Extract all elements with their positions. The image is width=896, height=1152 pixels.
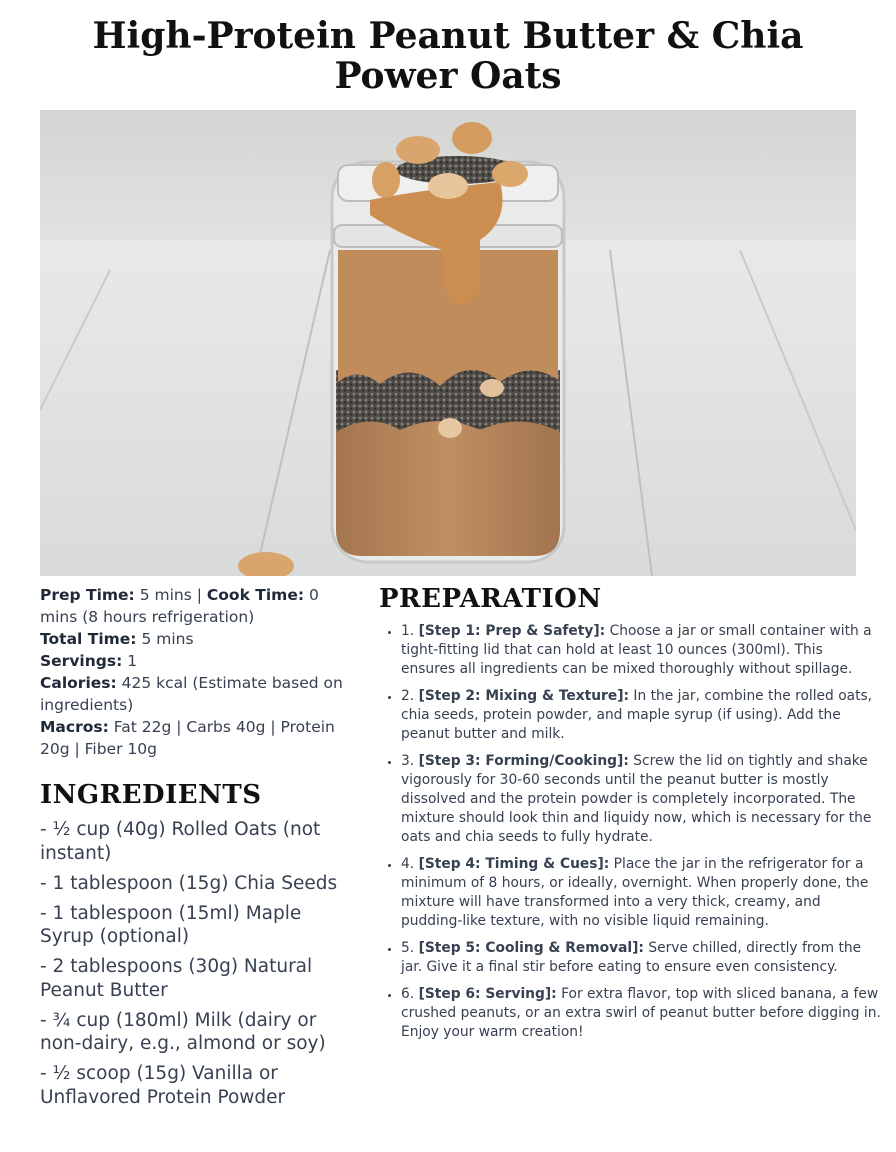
servings-value: 1 [127,652,138,670]
step-text: Choose a jar or small container with a tight-fitting lid that can hold at least 10 ounces (300ml). This ensures all ingredients can be mixed thoroughly without spillage. [401,623,872,677]
step-label: [Step 3: Forming/Cooking]: [418,753,629,769]
prep-time-label: Prep Time: [40,586,135,604]
step-item [401,687,881,744]
step-text: Screw the lid on tightly and shake vigorously for 30-60 seconds until the peanut butter is mostly dissolved and the protein powder is completely incorporated. The mixture should look thin and liquidy now, which is necessary for the oats and chia seeds to fully hydrate. [401,753,872,845]
ingredients-list [40,818,360,1116]
step-label: [Step 1: Prep & Safety]: [418,623,606,639]
step-number: 1. [401,623,415,639]
ingredient-item: - 1 tablespoon (15g) Chia Seeds [40,872,338,894]
prep-cook-time [40,584,360,628]
macros-label: Macros: [40,718,109,736]
step-item [401,855,881,931]
step-label: [Step 6: Serving]: [418,986,557,1002]
step-number: 3. [401,753,415,769]
ingredient-item: - ½ cup (40g) Rolled Oats (not instant) [40,819,321,864]
ingredient-item: - ½ scoop (15g) Vanilla or Unflavored Protein Powder [40,1063,286,1108]
preparation-steps [379,622,881,1050]
step-label: [Step 2: Mixing & Texture]: [418,688,630,704]
recipe-meta [40,584,360,760]
jar-photo-illustration [40,110,856,576]
meta-separator: | [196,586,202,604]
prep-time-value: 5 mins [139,586,192,604]
step-text: In the jar, combine the rolled oats, chia seeds, protein powder, and maple syrup (if using). Add the peanut butter and milk. [401,688,873,742]
calories-value: 425 kcal (Estimate based on ingredients) [40,674,343,714]
calories [40,672,360,716]
step-item [401,939,881,977]
total-time-label: Total Time: [40,630,137,648]
step-number: 2. [401,688,415,704]
preparation-heading: PREPARATION [379,584,602,614]
step-item [401,985,881,1042]
step-text: Serve chilled, directly from the jar. Give it a final stir before eating to ensure even consistency. [401,940,862,975]
step-item [401,622,881,679]
cook-time-label: Cook Time: [206,586,305,604]
step-text: For extra flavor, top with sliced banana, a few crushed peanuts, or an extra swirl of peanut butter before digging in. Enjoy your warm creation! [401,986,881,1040]
servings [40,650,360,672]
step-number: 4. [401,856,415,872]
macros-value: Fat 22g | Carbs 40g | Protein 20g | Fiber 10g [40,718,335,758]
total-time-value: 5 mins [141,630,194,648]
ingredients-heading: INGREDIENTS [40,780,262,810]
ingredient-item: - ¾ cup (180ml) Milk (dairy or non-dairy, e.g., almond or soy) [40,1009,326,1054]
calories-label: Calories: [40,674,117,692]
macros [40,716,360,760]
ingredient-item: - 1 tablespoon (15ml) Maple Syrup (optional) [40,902,302,947]
step-label: [Step 5: Cooling & Removal]: [418,940,644,956]
hero-image [40,110,856,576]
step-label: [Step 4: Timing & Cues]: [418,856,610,872]
step-number: 5. [401,940,415,956]
step-text: Place the jar in the refrigerator for a minimum of 8 hours, or ideally, overnight. When properly done, the mixture will have transformed into a very thick, creamy, and pudding-like texture, with no visible liquid remaining. [401,856,869,929]
step-item [401,752,881,847]
servings-label: Servings: [40,652,123,670]
step-number: 6. [401,986,415,1002]
ingredient-item: - 2 tablespoons (30g) Natural Peanut Butter [40,956,313,1001]
total-time [40,628,360,650]
recipe-title: High-Protein Peanut Butter & Chia Power Oats [92,15,804,97]
cook-time-value: 0 mins (8 hours refrigeration) [40,586,319,626]
